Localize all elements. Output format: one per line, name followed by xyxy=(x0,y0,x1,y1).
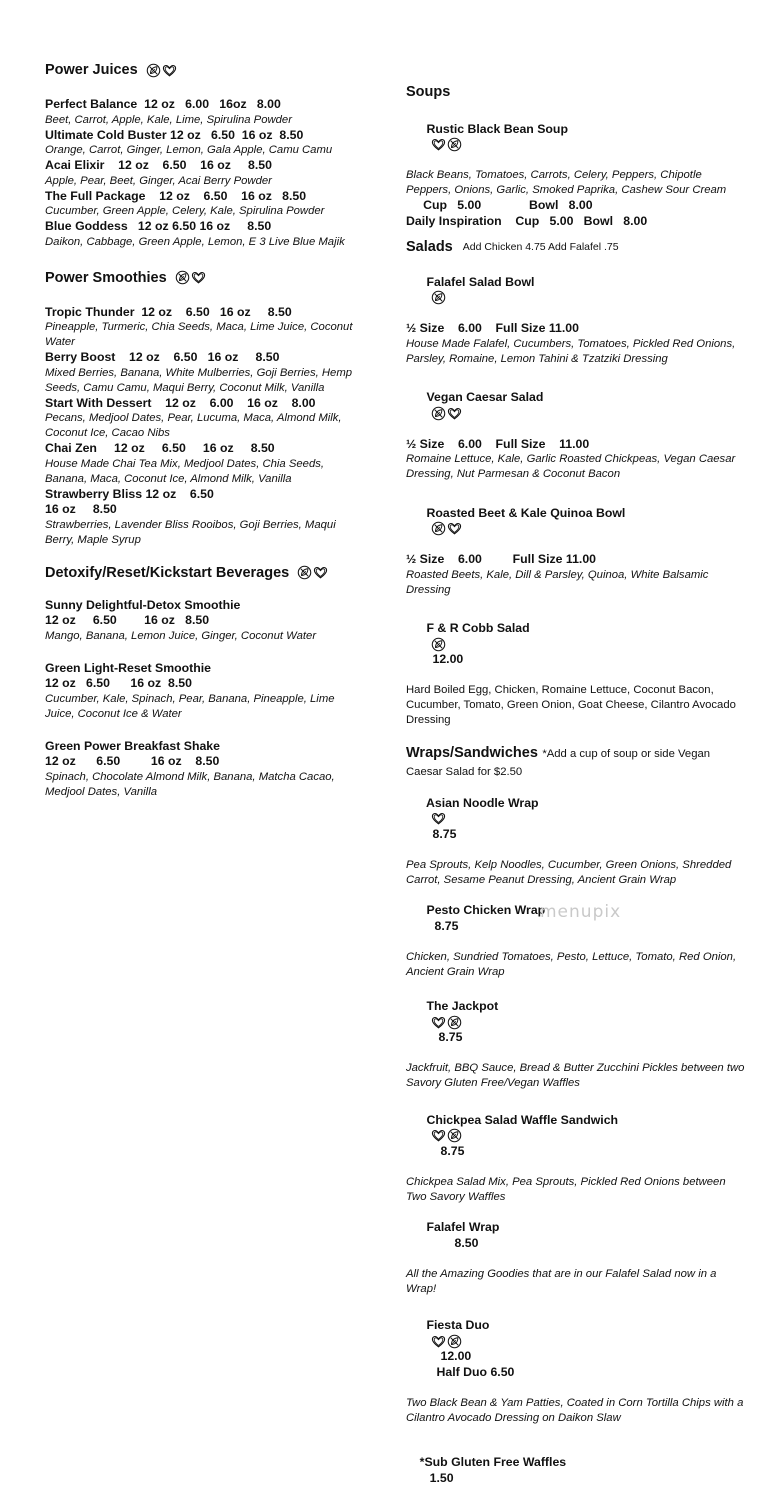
item-line: ½ Size 6.00 Full Size 11.00 xyxy=(406,436,590,451)
menu-item xyxy=(406,984,746,1092)
menu-item xyxy=(45,219,365,250)
menu-item xyxy=(45,189,365,220)
vegan-heart-icon xyxy=(447,406,462,421)
item-name: Sunny Delightful-Detox Smoothie xyxy=(45,597,241,612)
item-line: Chai Zen 12 oz 6.50 16 oz 8.50 xyxy=(45,441,275,455)
item-price: 8.75 xyxy=(440,1143,465,1158)
item-line: The Full Package 12 oz 6.50 16 oz 8.50 xyxy=(45,188,307,203)
menu-item xyxy=(406,780,746,888)
item-line: 12 oz 6.50 16 oz 8.50 xyxy=(45,676,192,690)
item-desc: House Made Falafel, Cucumbers, Tomatoes, Pickled Red Onions, Parsley, Romaine, Lemon Tahini & Tzatziki Dressing xyxy=(406,337,736,365)
item-desc: Pea Sprouts, Kelp Noodles, Cucumber, Green Onions, Shredded Carrot, Sesame Peanut Dressing, Ancient Grain Wrap xyxy=(406,858,732,886)
sub-price: 1.50 xyxy=(429,1470,454,1485)
item-desc: Two Black Bean & Yam Patties, Coated in Corn Tortilla Chips with a Cilantro Avocado Dressing on Daikon Slaw xyxy=(406,1396,744,1424)
item-half-price: Half Duo 6.50 xyxy=(436,1364,515,1379)
soups-title: Soups xyxy=(406,84,451,100)
salads-title: Salads xyxy=(406,239,453,255)
gluten-free-icon xyxy=(146,63,161,78)
item-name: Falafel Salad Bowl xyxy=(426,274,535,289)
wraps-note: *Add a cup of soup or side Vegan Caesar Salad for $2.50 xyxy=(406,748,711,778)
menu-item xyxy=(406,259,746,367)
menu-item xyxy=(45,739,365,800)
item-desc: Jackfruit, BBQ Sauce, Bread & Butter Zucchini Pickles between two Savory Gluten Free/Vegan Waffles xyxy=(406,1062,745,1089)
vegan-heart-icon xyxy=(191,270,206,285)
item-line: ½ Size 6.00 Full Size 11.00 xyxy=(406,321,579,335)
item-name-row xyxy=(406,490,746,552)
menu-item xyxy=(406,490,746,598)
detox-title: Detoxify/Reset/Kickstart Beverages xyxy=(45,564,290,581)
power-juices-title: Power Juices xyxy=(45,62,138,78)
right-column xyxy=(406,84,746,1502)
left-column xyxy=(45,62,365,800)
item-name: Chickpea Salad Waffle Sandwich xyxy=(426,1112,619,1127)
menu-item xyxy=(45,158,365,189)
item-line: Start With Dessert 12 oz 6.00 16 oz 8.00 xyxy=(45,395,316,410)
item-line: Ultimate Cold Buster 12 oz 6.50 16 oz 8.50 xyxy=(45,127,304,142)
item-desc: Apple, Pear, Beet, Ginger, Acai Berry Powder xyxy=(45,174,272,187)
menu-item xyxy=(45,598,365,644)
menu-item xyxy=(45,97,365,128)
section-salads xyxy=(406,239,746,255)
watermark: menupix xyxy=(540,902,622,922)
menu-item xyxy=(406,1303,746,1426)
item-desc: Chickpea Salad Mix, Pea Sprouts, Pickled Red Onions between Two Savory Waffles xyxy=(406,1175,726,1203)
salads-note: Add Chicken 4.75 Add Falafel .75 xyxy=(462,241,619,253)
item-desc: Spinach, Chocolate Almond Milk, Banana, Matcha Cacao, Medjool Dates, Vanilla xyxy=(45,770,335,798)
item-name: Fiesta Duo xyxy=(426,1318,490,1332)
item-name-row xyxy=(406,606,746,684)
item-desc: Chicken, Sundried Tomatoes, Pesto, Lettuce, Tomato, Red Onion, Ancient Grain Wrap xyxy=(406,950,737,978)
item-name: The Jackpot xyxy=(426,999,499,1013)
menu-item xyxy=(45,396,365,442)
item-desc: Black Beans, Tomatoes, Carrots, Celery, Peppers, Chipotle Peppers, Onions, Garlic, Smoked Paprika, Cashew Sour Cream xyxy=(406,169,727,196)
item-desc: Strawberries, Lavender Bliss Rooibos, Goji Berries, Maqui Berry, Maple Syrup xyxy=(45,518,336,546)
sub-label: *Sub Gluten Free Waffles xyxy=(419,1455,567,1469)
section-power-juices xyxy=(45,62,365,78)
gluten-free-icon xyxy=(431,521,446,536)
vegan-heart-icon xyxy=(313,565,328,580)
item-price: 8.50 xyxy=(454,1235,479,1250)
gluten-free-icon xyxy=(431,406,446,421)
item-line: Blue Goddess 12 oz 6.50 16 oz 8.50 xyxy=(45,219,272,233)
item-line: ½ Size 6.00 Full Size 11.00 xyxy=(406,552,597,566)
gluten-free-icon xyxy=(447,1015,462,1030)
vegan-heart-icon xyxy=(431,1128,446,1143)
item-name-row xyxy=(406,1205,746,1267)
menu-item xyxy=(406,1205,746,1297)
item-desc: All the Amazing Goodies that are in our Falafel Salad now in a Wrap! xyxy=(406,1267,717,1295)
item-line: 12 oz 6.50 16 oz 8.50 xyxy=(45,754,220,768)
menu-item xyxy=(45,661,365,722)
vegan-heart-icon xyxy=(162,63,177,78)
power-smoothies-title: Power Smoothies xyxy=(45,269,167,286)
item-name-row xyxy=(406,1303,746,1396)
item-line: Strawberry Bliss 12 oz 6.50 16 oz 8.50 xyxy=(45,486,214,516)
item-price: 12.00 xyxy=(440,1349,472,1363)
item-name: Roasted Beet & Kale Quinoa Bowl xyxy=(426,505,626,520)
item-desc: Cucumber, Kale, Spinach, Pear, Banana, Pineapple, Lime Juice, Coconut Ice & Water xyxy=(45,692,335,720)
gluten-free-icon xyxy=(447,137,462,152)
item-name-row xyxy=(406,259,746,321)
menu-item xyxy=(45,487,365,548)
menu-item xyxy=(45,305,365,351)
vegan-heart-icon xyxy=(431,811,446,826)
item-name: Pesto Chicken Wrap xyxy=(426,903,546,917)
item-desc: Pecans, Medjool Dates, Pear, Lucuma, Maca, Almond Milk, Coconut Ice, Cacao Nibs xyxy=(45,412,342,439)
item-name: Rustic Black Bean Soup xyxy=(426,121,568,136)
item-name-row xyxy=(406,780,746,858)
menu-item xyxy=(406,606,746,729)
wraps-title: Wraps/Sandwiches xyxy=(406,745,538,761)
gluten-free-icon xyxy=(431,637,446,652)
item-price: 8.75 xyxy=(432,826,457,841)
section-power-smoothies xyxy=(45,270,365,286)
item-line: Perfect Balance 12 oz 6.00 16oz 8.00 xyxy=(45,97,281,111)
vegan-heart-icon xyxy=(447,521,462,536)
item-line: Berry Boost 12 oz 6.50 16 oz 8.50 xyxy=(45,350,280,364)
vegan-heart-icon xyxy=(431,1015,446,1030)
section-wraps xyxy=(406,744,746,780)
menu-item xyxy=(45,128,365,159)
item-price: 12.00 xyxy=(432,652,464,666)
item-desc: Hard Boiled Egg, Chicken, Romaine Lettuce, Coconut Bacon, Cucumber, Tomato, Green Onion, Goat Cheese, Cilantro Avocado Dressing xyxy=(406,684,736,726)
item-desc: Orange, Carrot, Ginger, Lemon, Gala Apple, Camu Camu xyxy=(45,144,333,156)
gluten-free-icon xyxy=(447,1128,462,1143)
item-line: Tropic Thunder 12 oz 6.50 16 oz 8.50 xyxy=(45,304,292,319)
item-desc: Beet, Carrot, Apple, Kale, Lime, Spirulina Powder xyxy=(45,113,292,126)
gluten-free-icon xyxy=(297,565,312,580)
gluten-free-icon xyxy=(447,1334,462,1349)
item-desc: Roasted Beets, Kale, Dill & Parsley, Quinoa, White Balsamic Dressing xyxy=(406,568,709,596)
menu-item xyxy=(45,350,365,396)
menu-item xyxy=(406,375,746,483)
item-price: 8.75 xyxy=(434,918,459,933)
item-name-row xyxy=(406,984,746,1062)
gluten-free-icon xyxy=(175,270,190,285)
item-desc: Daikon, Cabbage, Green Apple, Lemon, E 3 Live Blue Majik xyxy=(45,235,345,248)
menu-item xyxy=(406,106,746,229)
item-name: Falafel Wrap xyxy=(426,1220,500,1234)
item-name: Vegan Caesar Salad xyxy=(426,390,544,404)
sub-gluten-free-row xyxy=(406,1440,746,1502)
item-name-row xyxy=(406,106,746,168)
menu-item xyxy=(406,1097,746,1205)
menu-item xyxy=(45,441,365,487)
item-name: Asian Noodle Wrap xyxy=(426,795,539,810)
section-detox xyxy=(45,565,365,581)
gluten-free-icon xyxy=(431,290,446,305)
item-line: 12 oz 6.50 16 oz 8.50 xyxy=(45,613,210,627)
item-name-row xyxy=(406,1097,746,1175)
item-line: Acai Elixir 12 oz 6.50 16 oz 8.50 xyxy=(45,158,272,172)
item-price: 8.75 xyxy=(438,1030,463,1044)
item-desc: House Made Chai Tea Mix, Medjool Dates, Chia Seeds, Banana, Maca, Coconut Ice, Almond Milk, Vanilla xyxy=(45,457,325,485)
item-name: F & R Cobb Salad xyxy=(426,621,530,635)
item-desc: Mixed Berries, Banana, White Mulberries, Goji Berries, Hemp Seeds, Camu Camu, Maqui Berry, Coconut Milk, Vanilla xyxy=(45,366,353,394)
item-desc: Mango, Banana, Lemon Juice, Ginger, Coconut Water xyxy=(45,629,317,642)
daily-inspiration-line: Daily Inspiration Cup 5.00 Bowl 8.00 xyxy=(406,213,648,228)
cup-bowl-line: Cup 5.00 Bowl 8.00 xyxy=(406,198,593,212)
item-name-row xyxy=(406,375,746,437)
vegan-heart-icon xyxy=(431,1334,446,1349)
item-name: Green Light-Reset Smoothie xyxy=(45,660,212,675)
item-desc: Pineapple, Turmeric, Chia Seeds, Maca, Lime Juice, Coconut Water xyxy=(45,321,353,348)
item-desc: Cucumber, Green Apple, Celery, Kale, Spirulina Powder xyxy=(45,205,325,217)
item-name: Green Power Breakfast Shake xyxy=(45,738,220,753)
item-desc: Romaine Lettuce, Kale, Garlic Roasted Chickpeas, Vegan Caesar Dressing, Nut Parmesan & Coconut Bacon xyxy=(406,453,736,480)
vegan-heart-icon xyxy=(431,137,446,152)
